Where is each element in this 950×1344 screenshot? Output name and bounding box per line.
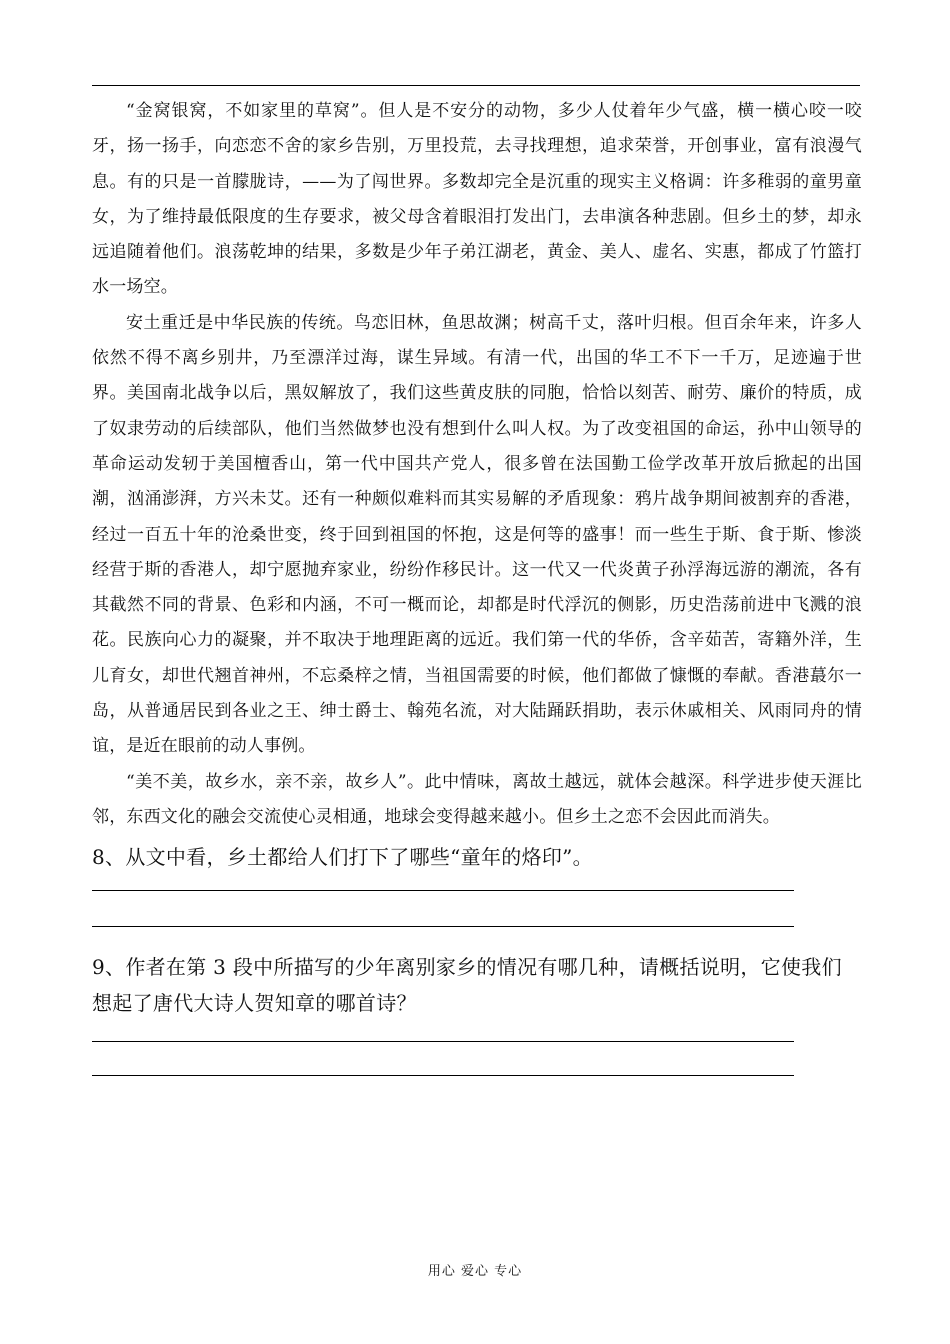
paragraph-3: “美不美，故乡水，亲不亲，故乡人”。此中情味，离故土越远，就体会越深。科学进步使天涯比邻，东西文化的融会交流使心灵相通，地球会变得越来越小。但乡土之恋不会因此而消失。 bbox=[92, 771, 862, 827]
page-footer: 用心 爱心 专心 bbox=[427, 1264, 523, 1279]
paragraph-2: 安土重迁是中华民族的传统。鸟恋旧林，鱼思故渊；树高千丈，落叶归根。但百余年来，许多人依然不得不离乡别井，乃至漂洋过海，谋生异域。有清一代，出国的华工不下一千万，足迹遍于世界。美国南北战争以后，黑奴解放了，我们这些黄皮肤的同胞，恰恰以刻苦、耐劳、廉价的特质，成了奴隶劳动的后续部队，他们当然做梦也没有想到什么叫人权。为了改变祖国的命运，孙中山领导的革命运动发轫于美国檀香山，第一代中国共产党人，很多曾在法国勤工俭学改革开放后掀起的出国潮，汹涌澎湃，方兴未艾。还有一种颇似难料而其实易解的矛盾现象：鸦片战争期间被割弃的香港，经过一百五十年的沧桑世变，终于回到祖国的怀抱，这是何等的盛事！而一些生于斯、食于斯、惨淡经营于斯的香港人，却宁愿抛弃家业，纷纷作移民计。这一代又一代炎黄子孙浮海远游的潮流，各有其截然不同的背景、色彩和内涵，不可一概而论，却都是时代浮沉的侧影，历史浩荡前进中飞溅的浪花。民族向心力的凝聚，并不取决于地理距离的远近。我们第一代的华侨，含辛茹苦，寄籍外洋，生儿育女，却世代翘首神州，不忘桑梓之情，当祖国需要的时候，他们都做了慷慨的奉献。香港蕞尔一岛，从普通居民到各业之王、绅士爵士、翰苑名流，对大陆踊跃捐助，表示休戚相关、风雨同舟的情谊，是近在眼前的动人事例。 bbox=[92, 312, 862, 757]
paragraph-1: “金窝银窝，不如家里的草窝”。但人是不安分的动物，多少人仗着年少气盛，横一横心咬一咬牙，扬一扬手，向恋恋不舍的家乡告别，万里投荒，去寻找理想，追求荣誉，开创事业，富有浪漫气息。有的只是一首朦胧诗，——为了闯世界。多数却完全是沉重的现实主义格调：许多稚弱的童男童女，为了维持最低限度的生存要求，被父母含着眼泪打发出门，去串演各种悲剧。但乡土的梦，却永远追随着他们。浪荡乾坤的结果，多数是少年子弟江湖老，黄金、美人、虚名、实惠，都成了竹篮打水一场空。 bbox=[92, 101, 862, 298]
answer-line[interactable] bbox=[92, 1041, 794, 1042]
answer-area-q9[interactable] bbox=[92, 1041, 862, 1076]
answer-area-q8[interactable] bbox=[92, 890, 862, 927]
header-rule bbox=[92, 85, 860, 86]
question-8: 8、从文中看，乡土都给人们打下了哪些“童年的烙印”。 bbox=[92, 845, 593, 870]
answer-line[interactable] bbox=[92, 1075, 794, 1076]
answer-line[interactable] bbox=[92, 890, 794, 891]
document-body bbox=[92, 94, 862, 1076]
question-9: 9、作者在第 3 段中所描写的少年离别家乡的情况有哪几种，请概括说明，它使我们想起了唐代大诗人贺知章的哪首诗？ bbox=[92, 955, 842, 1016]
